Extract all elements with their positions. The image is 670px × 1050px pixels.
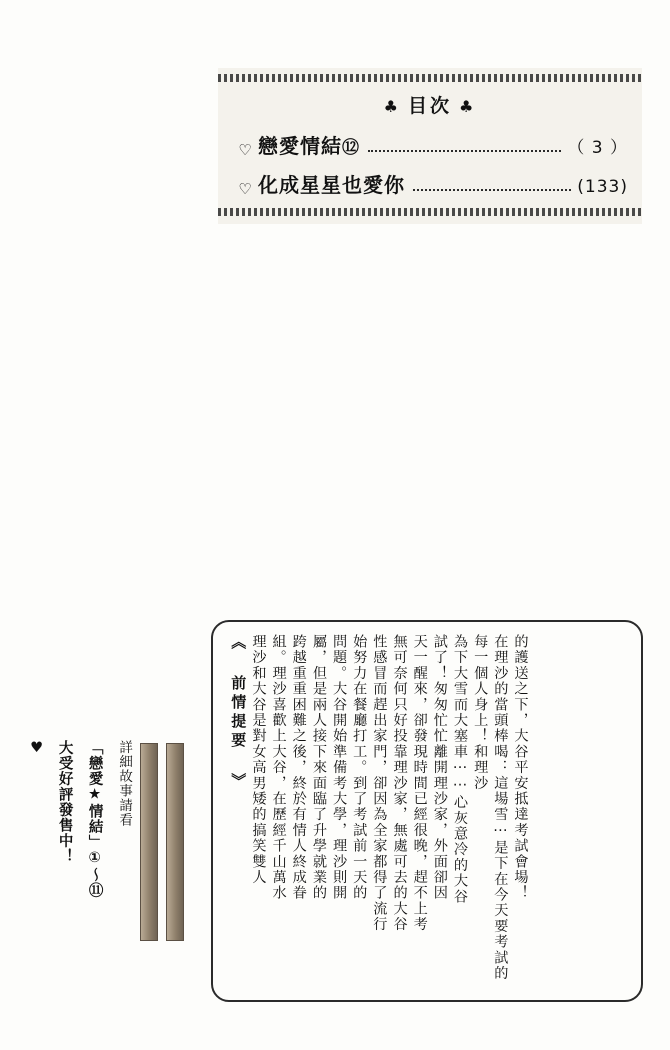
synopsis-line: 理沙和大谷是對女高男矮的搞笑雙人	[250, 634, 267, 886]
club-icon-left: ♣	[383, 97, 401, 116]
synopsis-line: 始努力在餐廳打工。到了考試前一天的	[351, 634, 368, 901]
synopsis-line: 為下大雪而大塞車⋯⋯心灰意冷的大谷	[452, 634, 469, 905]
synopsis-line: 的護送之下，大谷平安抵達考試會場！	[512, 634, 529, 901]
synopsis-box	[211, 620, 643, 1002]
decorative-bars	[140, 743, 184, 939]
club-icon-right: ♣	[459, 97, 477, 116]
toc-entry-page: (133)	[577, 177, 628, 197]
synopsis-line: 性感冒而趕出家門，卻因為全家都得了流行	[371, 634, 388, 933]
table-of-contents	[218, 68, 642, 224]
ad-sale-text: 大受好評發售中！	[56, 740, 73, 864]
synopsis-line: 無可奈何只好投靠理沙家，無處可去的大谷	[391, 634, 408, 933]
synopsis-line: 在理沙的當頭棒喝：這場雪⋯是下在今天要考試的每一個人身上！和理沙	[472, 634, 509, 982]
ad-series-text: 「戀愛★情結」①～⑪	[86, 740, 103, 898]
decorative-bar	[140, 743, 158, 941]
synopsis-line: 組。理沙喜歡上大谷，在歷經千山萬水	[270, 634, 287, 901]
synopsis-line: 試了！匆匆忙忙離開理沙家，外面卻因	[431, 634, 448, 901]
toc-entry[interactable]	[218, 130, 642, 159]
toc-bottom-rule	[218, 208, 642, 216]
toc-entry[interactable]	[218, 169, 642, 198]
toc-leader-dots	[368, 149, 561, 152]
heart-icon: ♥	[28, 740, 45, 757]
synopsis-line: 問題。大谷開始準備考大學，理沙則開	[331, 634, 348, 901]
heart-icon: ♡	[238, 141, 252, 159]
toc-leader-dots	[413, 188, 571, 191]
toc-entry-volume: ⑫	[342, 138, 360, 158]
toc-title-text: 目次	[407, 95, 452, 117]
ad-detail-text: 詳細故事請看	[116, 740, 133, 827]
toc-title	[218, 91, 642, 118]
synopsis-line: 跨越重重困難之後，終於有情人終成眷	[290, 634, 307, 901]
synopsis-heading: 《 前情提要 》	[229, 634, 248, 792]
toc-entry-label: 化成星星也愛你	[258, 173, 405, 197]
series-ad-note	[18, 740, 178, 1008]
heart-icon: ♡	[238, 180, 252, 198]
toc-entry-page: （ 3 ）	[567, 138, 628, 158]
synopsis-line: 天一醒來，卻發現時間已經很晚，趕不上考	[411, 634, 428, 933]
toc-entry-label: 戀愛情結⑫	[258, 134, 360, 158]
decorative-bar	[166, 743, 184, 941]
toc-top-rule	[218, 74, 642, 82]
synopsis-line: 屬，但是兩人接下來面臨了升學就業的	[310, 634, 327, 901]
